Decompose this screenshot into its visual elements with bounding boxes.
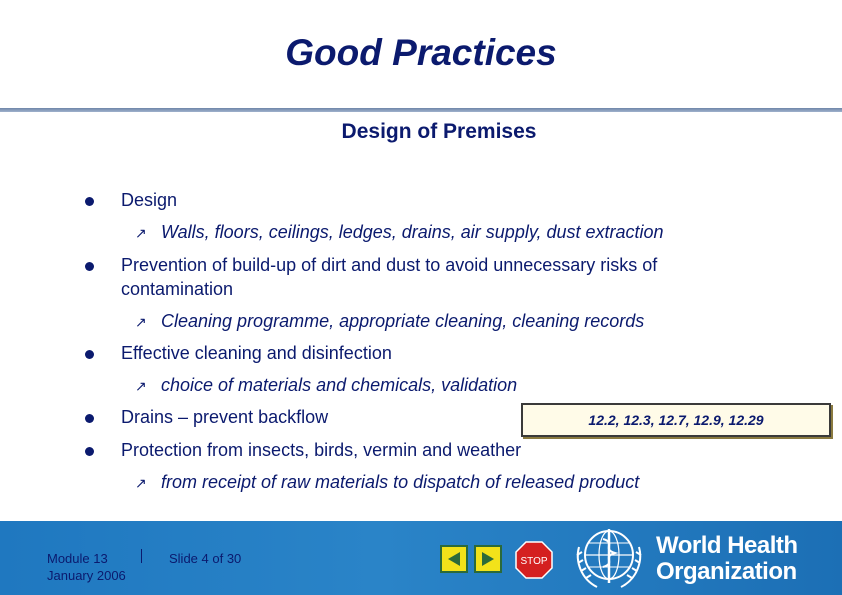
date-label: January 2006 bbox=[47, 568, 126, 583]
sub-bullet-text: from receipt of raw materials to dispatch of released product bbox=[161, 472, 640, 492]
who-logo-line2: Organization bbox=[656, 558, 797, 585]
sub-bullet-item bbox=[135, 220, 664, 245]
bullet-dot-icon bbox=[85, 262, 94, 271]
next-slide-button[interactable] bbox=[474, 545, 502, 573]
sub-bullet-text: Cleaning programme, appropriate cleaning, cleaning records bbox=[161, 311, 645, 331]
bullet-text: Effective cleaning and disinfection bbox=[121, 343, 392, 363]
stop-button[interactable] bbox=[515, 541, 553, 579]
footer-separator bbox=[141, 549, 142, 563]
slide-title: Good Practices bbox=[285, 32, 557, 73]
slide-counter: Slide 4 of 30 bbox=[169, 551, 242, 566]
bullet-item bbox=[86, 188, 726, 212]
bullet-text: Prevention of build-up of dirt and dust to avoid unnecessary risks of contamination bbox=[121, 255, 658, 299]
bullet-text: Protection from insects, birds, vermin and weather bbox=[121, 440, 522, 460]
module-label: Module 13 bbox=[47, 551, 108, 566]
reference-box: 12.2, 12.3, 12.7, 12.9, 12.29 bbox=[521, 403, 831, 437]
stop-label: STOP bbox=[520, 556, 548, 567]
bullet-text: Design bbox=[121, 190, 178, 210]
bullet-item bbox=[86, 253, 726, 301]
sub-bullet-text: choice of materials and chemicals, validation bbox=[161, 375, 518, 395]
bullet-dot-icon bbox=[85, 350, 94, 359]
bullet-dot-icon bbox=[85, 197, 94, 206]
title-divider bbox=[0, 108, 842, 112]
sub-arrow-icon: ↗ bbox=[135, 225, 147, 241]
who-logo-text bbox=[656, 533, 798, 585]
sub-bullet-text: Walls, floors, ceilings, ledges, drains, air supply, dust extraction bbox=[161, 222, 664, 242]
bullet-dot-icon bbox=[85, 447, 94, 456]
bullet-item bbox=[86, 405, 506, 429]
sub-arrow-icon: ↗ bbox=[135, 378, 147, 394]
sub-bullet-item bbox=[135, 470, 639, 495]
sub-bullet-item bbox=[135, 309, 644, 334]
sub-arrow-icon: ↗ bbox=[135, 314, 147, 330]
bullet-item bbox=[86, 341, 726, 365]
footer-bar bbox=[0, 521, 842, 595]
bullet-text: Drains – prevent backflow bbox=[121, 407, 329, 427]
bullet-dot-icon bbox=[85, 414, 94, 423]
sub-bullet-item bbox=[135, 373, 517, 398]
sub-arrow-icon: ↗ bbox=[135, 475, 147, 491]
next-arrow-icon bbox=[479, 550, 497, 568]
slide-subtitle: Design of Premises bbox=[341, 120, 537, 143]
who-logo-line1: World Health bbox=[656, 532, 798, 559]
previous-slide-button[interactable] bbox=[440, 545, 468, 573]
bullet-item bbox=[86, 438, 726, 462]
prev-arrow-icon bbox=[445, 550, 463, 568]
who-emblem-icon bbox=[573, 525, 645, 591]
